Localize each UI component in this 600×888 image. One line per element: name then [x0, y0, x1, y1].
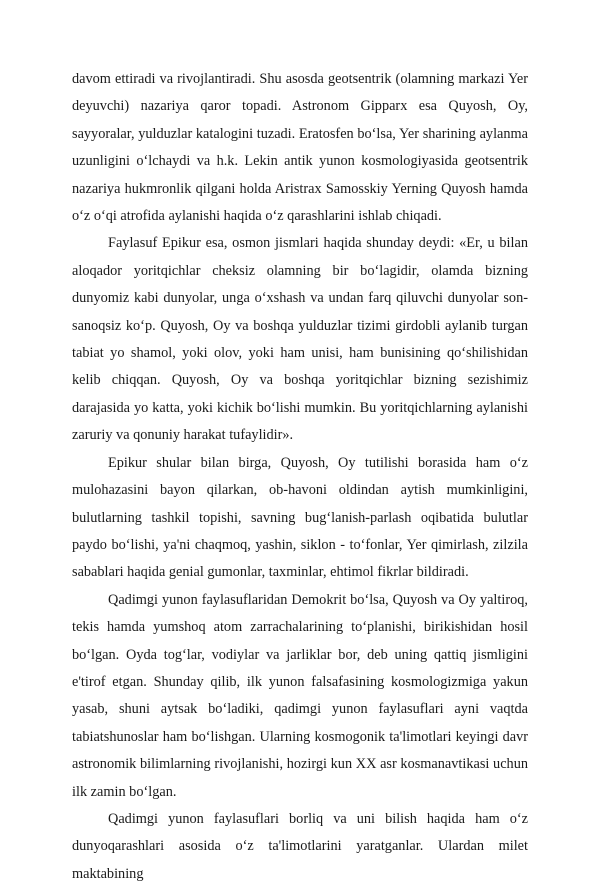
paragraph-geocentric: davom ettiradi va rivojlantiradi. Shu asosda geotsentrik (olamning markazi Yer deyuvchi) nazariya qaror topadi. Astronom Gipparx esa Quyosh, Oy, sayyoralar, yulduzlar katalogini tuzadi. Eratosfen bo‘lsa, Yer sharining aylanma uzunligini o‘lchaydi va h.k. Lekin antik yunon kosmologiyasida geotsentrik nazariya hukmronlik qilgani holda Aristrax Samosskiy Yerning Quyosh hamda o‘z o‘qi atrofida aylanishi haqida o‘z qarashlarini ishlab chiqadi.	[72, 71, 528, 225]
paragraph-epicurus-quote: Faylasuf Epikur esa, osmon jismlari haqida shunday deydi: «Er, u bilan aloqador yoritqichlar cheksiz olamning bir bo‘lagidir, olamda bizning dunyomiz kabi dunyolar, unga o‘xshash va undan farq qiluvchi dunyolar son-sanoqsiz ko‘p. Quyosh, Oy va boshqa yulduzlar tizimi girdobli aylanib turgan tabiat yo shamol, yoki olov, yoki ham unisi, ham bunisining qo‘shilishidan kelib chiqqan. Quyosh, Oy va boshqa yoritqichlar bizning sezishimiz darajasida yo katta, yoki kichik bo‘lishi mumkin. Bu yoritqichlarning aylanishi zaruriy va qonuniy harakat tufaylidir».	[72, 235, 528, 444]
paragraph-greek-philosophers: Qadimgi yunon faylasuflari borliq va uni bilish haqida ham o‘z dunyoqarashlari asosida o‘z ta'limotlarini yaratganlar. Ulardan milet maktabining	[72, 810, 528, 882]
paragraph-democritus: Qadimgi yunon faylasuflaridan Demokrit bo‘lsa, Quyosh va Oy yaltiroq, tekis hamda yumshoq atom zarrachalarining to‘planishi, birikishidan hosil bo‘lgan. Oyda tog‘lar, vodiylar va jarliklar bor, deb uning qattiq jismligini e'tirof etgan. Shunday qilib, ilk yunon falsafasining kosmologizmiga yakun yasab, shuni aytsak bo‘ladiki, qadimgi yunon faylasuflari ayni vaqtda tabiatshunoslar ham bo‘lishgan. Ularning kosmogonik ta'limotlari keyingi davr astronomik bilimlarning rivojlanishi, hozirgi kun XX asr kosmanavtikasi uchun ilk zamin bo‘lgan.	[72, 591, 528, 800]
paragraph-epicurus-weather: Epikur shular bilan birga, Quyosh, Oy tutilishi borasida ham o‘z mulohazasini bayon qilarkan, ob-havoni oldindan aytish mumkinligini, bulutlarning tashkil topishi, savning bug‘lanish-parlash oqibatida bulutlar paydo bo‘lishi, ya'ni chaqmoq, yashin, siklon - to‘fonlar, Yer qimirlash, zilzila sabablari haqida genial gumonlar, taxminlar, ehtimol fikrlar bildiradi.	[72, 454, 528, 581]
document-page	[72, 66, 528, 888]
